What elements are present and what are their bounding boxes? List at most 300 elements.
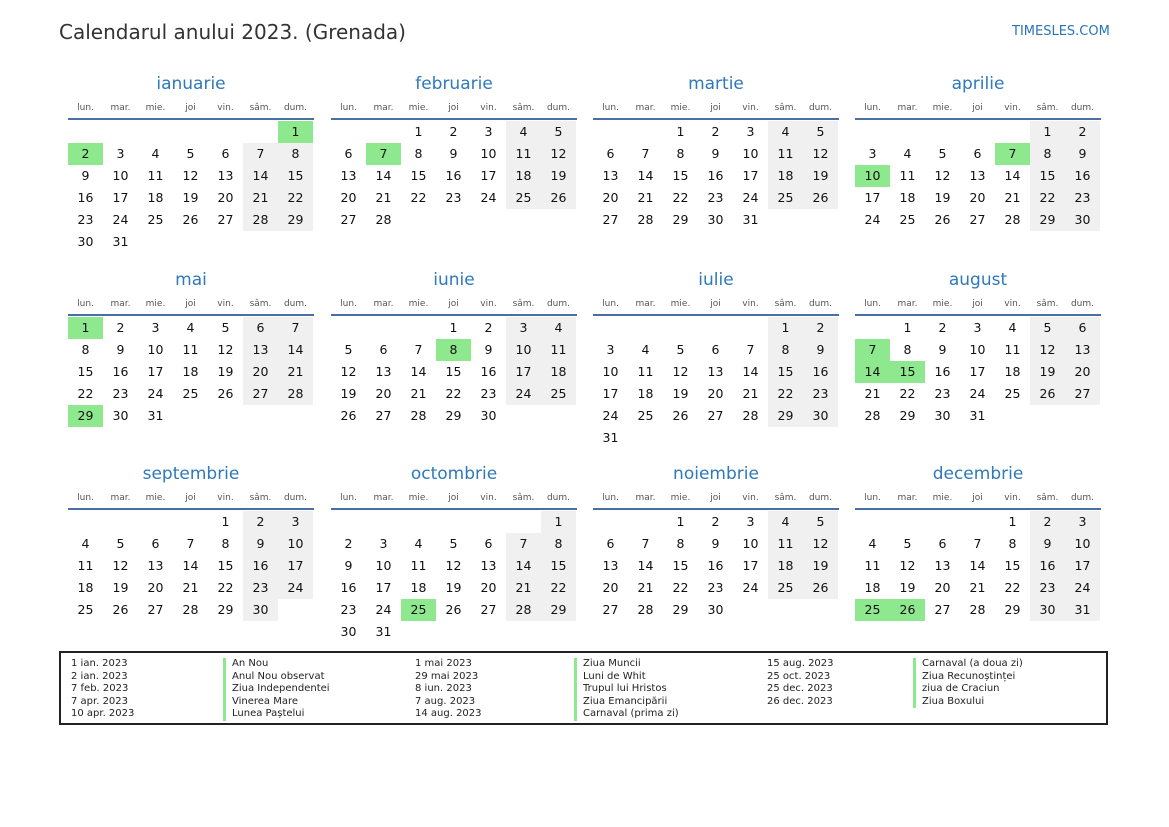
weekday-label: joi [972, 299, 983, 309]
day-cell: 15 [672, 168, 689, 183]
weekday-label: dum. [546, 103, 571, 113]
day-cell: 1 [676, 514, 685, 529]
day-cell: 11 [147, 168, 164, 183]
day-cell: 10 [112, 168, 129, 183]
day-cell: 6 [344, 146, 353, 161]
weekday-label: joi [448, 103, 459, 113]
holiday-day: 26 [890, 599, 925, 621]
day-cell: 20 [243, 361, 278, 383]
day-cell: 4 [186, 320, 195, 335]
day-cell: 13 [934, 558, 951, 573]
day-cell: 16 [445, 168, 462, 183]
weekday-label: mar. [373, 493, 394, 503]
day-cell: 11 [410, 558, 427, 573]
site-link[interactable]: TIMESLES.COM [1012, 24, 1110, 39]
day-cell: 14 [243, 165, 278, 187]
weekday-label: vin. [1004, 103, 1021, 113]
day-cell: 10 [742, 536, 759, 551]
day-cell: 3 [116, 146, 125, 161]
month-name: mai [175, 270, 207, 290]
day-cell: 27 [934, 602, 951, 617]
holiday-day: 7 [855, 339, 890, 361]
day-cell: 10 [278, 533, 313, 555]
day-cell: 17 [1065, 555, 1100, 577]
holiday-day: 7 [366, 143, 401, 165]
day-cell: 6 [973, 146, 982, 161]
day-cell: 15 [672, 558, 689, 573]
day-cell: 16 [77, 190, 94, 205]
day-cell: 20 [375, 386, 392, 401]
day-cell: 30 [707, 602, 724, 617]
day-cell: 9 [711, 146, 720, 161]
day-cell: 25 [1004, 386, 1021, 401]
day-cell: 20 [602, 580, 619, 595]
day-cell: 6 [711, 342, 720, 357]
day-cell: 28 [243, 209, 278, 231]
legend-holiday-name: ziua de Craciun [913, 683, 1000, 696]
day-cell: 12 [340, 364, 357, 379]
weekday-label: joi [185, 103, 196, 113]
day-cell: 1 [414, 124, 423, 139]
day-cell: 1 [1030, 121, 1065, 143]
day-cell: 28 [742, 408, 759, 423]
day-cell: 15 [1004, 558, 1021, 573]
weekday-label: joi [972, 493, 983, 503]
weekday-label: lun. [602, 103, 619, 113]
day-cell: 3 [151, 320, 160, 335]
day-cell: 29 [768, 405, 803, 427]
weekday-label: sâm. [512, 299, 535, 309]
day-cell: 23 [707, 580, 724, 595]
day-cell: 4 [81, 536, 90, 551]
day-cell: 27 [375, 408, 392, 423]
day-cell: 19 [803, 555, 838, 577]
day-cell: 8 [541, 533, 576, 555]
weekday-label: mar. [373, 299, 394, 309]
day-cell: 30 [803, 405, 838, 427]
weekday-label: mie. [408, 299, 429, 309]
day-cell: 22 [217, 580, 234, 595]
weekday-label: dum. [808, 103, 833, 113]
day-cell: 9 [344, 558, 353, 573]
day-cell: 11 [1004, 342, 1021, 357]
legend-date: 15 aug. 2023 [767, 658, 834, 669]
weekday-label: lun. [602, 299, 619, 309]
holiday-day: 8 [436, 339, 471, 361]
weekday-label: joi [710, 493, 721, 503]
day-cell: 29 [445, 408, 462, 423]
day-cell: 24 [506, 383, 541, 405]
weekday-label: mie. [670, 299, 691, 309]
day-cell: 1 [1008, 514, 1017, 529]
day-cell: 28 [864, 408, 881, 423]
day-cell: 5 [938, 146, 947, 161]
day-cell: 24 [278, 577, 313, 599]
day-cell: 29 [672, 602, 689, 617]
day-cell: 15 [1030, 165, 1065, 187]
day-cell: 10 [602, 364, 619, 379]
day-cell: 15 [768, 361, 803, 383]
day-cell: 30 [243, 599, 278, 621]
header-rule [331, 118, 577, 120]
holiday-day: 15 [890, 361, 925, 383]
weekday-label: vin. [742, 103, 759, 113]
day-cell: 30 [77, 234, 94, 249]
legend-holiday-name: Vinerea Mare [223, 696, 298, 709]
weekday-label: mar. [635, 103, 656, 113]
day-cell: 21 [375, 190, 392, 205]
day-cell: 12 [934, 168, 951, 183]
legend-date: 25 oct. 2023 [767, 670, 831, 682]
legend-holiday-name: Lunea Paștelui [223, 708, 304, 721]
day-cell: 13 [147, 558, 164, 573]
day-cell: 24 [375, 602, 392, 617]
weekday-label: mie. [408, 493, 429, 503]
day-cell: 8 [676, 146, 685, 161]
day-cell: 21 [742, 386, 759, 401]
holiday-day: 25 [401, 599, 436, 621]
day-cell: 6 [151, 536, 160, 551]
day-cell: 16 [803, 361, 838, 383]
weekday-label: vin. [480, 493, 497, 503]
day-cell: 28 [278, 383, 313, 405]
day-cell: 2 [711, 124, 720, 139]
day-cell: 11 [182, 342, 199, 357]
day-cell: 20 [147, 580, 164, 595]
day-cell: 28 [637, 602, 654, 617]
weekday-label: lun. [77, 299, 94, 309]
day-cell: 22 [672, 580, 689, 595]
month-name: aprilie [951, 74, 1005, 94]
day-cell: 11 [637, 364, 654, 379]
day-cell: 13 [375, 364, 392, 379]
day-cell: 25 [768, 577, 803, 599]
weekday-label: sâm. [774, 493, 797, 503]
weekday-header [593, 299, 839, 311]
legend-holiday-name: Anul Nou observat [223, 671, 325, 684]
day-cell: 24 [602, 408, 619, 423]
day-cell: 28 [1004, 212, 1021, 227]
header-rule [855, 118, 1101, 120]
day-cell: 15 [77, 364, 94, 379]
day-cell: 24 [480, 190, 497, 205]
day-cell: 23 [340, 602, 357, 617]
day-cell: 19 [112, 580, 129, 595]
day-cell: 2 [484, 320, 493, 335]
day-cell: 12 [1030, 339, 1065, 361]
weekday-label: lun. [77, 493, 94, 503]
legend-date: 1 mai 2023 [415, 658, 472, 669]
day-cell: 14 [278, 339, 313, 361]
day-cell: 28 [969, 602, 986, 617]
day-cell: 11 [864, 558, 881, 573]
day-cell: 21 [637, 580, 654, 595]
day-cell: 14 [375, 168, 392, 183]
holiday-day: 7 [995, 143, 1030, 165]
day-cell: 16 [1065, 165, 1100, 187]
day-cell: 10 [147, 342, 164, 357]
day-cell: 16 [480, 364, 497, 379]
legend-holiday-name: Carnaval (a doua zi) [913, 658, 1023, 671]
day-cell: 4 [1008, 320, 1017, 335]
day-cell: 17 [506, 361, 541, 383]
day-cell: 7 [243, 143, 278, 165]
day-cell: 19 [803, 165, 838, 187]
weekday-label: lun. [864, 493, 881, 503]
day-cell: 1 [221, 514, 230, 529]
day-cell: 25 [768, 187, 803, 209]
weekday-label: mie. [670, 493, 691, 503]
day-cell: 3 [746, 514, 755, 529]
weekday-header [331, 299, 577, 311]
day-cell: 26 [672, 408, 689, 423]
weekday-label: dum. [808, 299, 833, 309]
weekday-label: joi [972, 103, 983, 113]
weekday-label: vin. [217, 493, 234, 503]
weekday-label: dum. [283, 299, 308, 309]
day-cell: 11 [768, 533, 803, 555]
day-cell: 20 [934, 580, 951, 595]
day-cell: 12 [217, 342, 234, 357]
holiday-day: 14 [855, 361, 890, 383]
header-rule [331, 508, 577, 510]
day-cell: 30 [1065, 209, 1100, 231]
day-cell: 7 [973, 536, 982, 551]
weekday-label: sâm. [249, 299, 272, 309]
day-cell: 26 [934, 212, 951, 227]
legend-date: 10 apr. 2023 [71, 708, 135, 720]
weekday-label: mar. [110, 103, 131, 113]
day-cell: 14 [182, 558, 199, 573]
weekday-label: vin. [480, 103, 497, 113]
day-cell: 5 [186, 146, 195, 161]
day-cell: 21 [182, 580, 199, 595]
day-cell: 21 [506, 577, 541, 599]
day-cell: 19 [445, 580, 462, 595]
day-cell: 9 [484, 342, 493, 357]
weekday-label: sâm. [1036, 493, 1059, 503]
weekday-label: sâm. [249, 493, 272, 503]
day-cell: 1 [676, 124, 685, 139]
holiday-day: 1 [278, 121, 313, 143]
weekday-label: mar. [110, 493, 131, 503]
legend-date: 1 ian. 2023 [71, 658, 128, 669]
day-cell: 3 [484, 124, 493, 139]
day-cell: 4 [541, 317, 576, 339]
day-cell: 30 [1030, 599, 1065, 621]
weekday-header [855, 103, 1101, 115]
day-cell: 2 [803, 317, 838, 339]
day-cell: 9 [1030, 533, 1065, 555]
day-cell: 31 [147, 408, 164, 423]
header-rule [593, 314, 839, 316]
weekday-label: mie. [670, 103, 691, 113]
day-cell: 5 [541, 121, 576, 143]
day-cell: 27 [340, 212, 357, 227]
day-cell: 19 [672, 386, 689, 401]
weekday-label: mar. [635, 493, 656, 503]
weekday-label: dum. [283, 103, 308, 113]
day-cell: 27 [707, 408, 724, 423]
weekday-label: vin. [742, 299, 759, 309]
day-cell: 4 [768, 121, 803, 143]
day-cell: 21 [243, 187, 278, 209]
day-cell: 21 [969, 580, 986, 595]
day-cell: 27 [969, 212, 986, 227]
day-cell: 12 [672, 364, 689, 379]
day-cell: 17 [112, 190, 129, 205]
legend-holiday-name: An Nou [223, 658, 268, 671]
day-cell: 7 [186, 536, 195, 551]
day-cell: 6 [1065, 317, 1100, 339]
weekday-label: dum. [808, 493, 833, 503]
weekday-header [593, 103, 839, 115]
day-cell: 30 [480, 408, 497, 423]
day-cell: 8 [414, 146, 423, 161]
weekday-label: sâm. [512, 103, 535, 113]
day-cell: 13 [707, 364, 724, 379]
day-cell: 18 [1004, 364, 1021, 379]
day-cell: 30 [340, 624, 357, 639]
month-name: martie [688, 74, 744, 94]
day-cell: 23 [112, 386, 129, 401]
day-cell: 8 [1008, 536, 1017, 551]
weekday-label: dum. [283, 493, 308, 503]
header-rule [68, 118, 314, 120]
weekday-label: vin. [480, 299, 497, 309]
weekday-label: mie. [145, 493, 166, 503]
day-cell: 6 [243, 317, 278, 339]
legend-date: 14 aug. 2023 [415, 708, 482, 720]
day-cell: 21 [637, 190, 654, 205]
legend-holiday-name: Ziua Emancipării [574, 696, 667, 709]
weekday-label: mie. [145, 299, 166, 309]
month-name: iulie [698, 270, 734, 290]
day-cell: 27 [480, 602, 497, 617]
weekday-label: vin. [742, 493, 759, 503]
day-cell: 24 [742, 190, 759, 205]
day-cell: 22 [410, 190, 427, 205]
weekday-label: joi [710, 299, 721, 309]
weekday-label: mar. [110, 299, 131, 309]
day-cell: 12 [803, 533, 838, 555]
day-cell: 27 [1065, 383, 1100, 405]
day-cell: 16 [1030, 555, 1065, 577]
day-cell: 17 [147, 364, 164, 379]
day-cell: 26 [217, 386, 234, 401]
day-cell: 14 [637, 168, 654, 183]
day-cell: 20 [602, 190, 619, 205]
month-name: septembrie [142, 464, 240, 484]
day-cell: 8 [768, 339, 803, 361]
day-cell: 16 [243, 555, 278, 577]
legend-holiday-name: Ziua Boxului [913, 696, 984, 709]
weekday-label: mar. [373, 103, 394, 113]
day-cell: 6 [221, 146, 230, 161]
day-cell: 6 [606, 146, 615, 161]
weekday-label: sâm. [249, 103, 272, 113]
day-cell: 5 [903, 536, 912, 551]
header-rule [68, 508, 314, 510]
weekday-label: sâm. [774, 299, 797, 309]
day-cell: 22 [899, 386, 916, 401]
day-cell: 25 [77, 602, 94, 617]
day-cell: 18 [147, 190, 164, 205]
day-cell: 8 [903, 342, 912, 357]
day-cell: 9 [116, 342, 125, 357]
day-cell: 22 [1030, 187, 1065, 209]
day-cell: 17 [480, 168, 497, 183]
day-cell: 28 [182, 602, 199, 617]
weekday-label: joi [448, 299, 459, 309]
day-cell: 16 [340, 580, 357, 595]
day-cell: 6 [379, 342, 388, 357]
day-cell: 20 [1065, 361, 1100, 383]
holiday-day: 10 [855, 165, 890, 187]
day-cell: 21 [864, 386, 881, 401]
month-name: octombrie [410, 464, 498, 484]
day-cell: 14 [1004, 168, 1021, 183]
day-cell: 4 [768, 511, 803, 533]
header-rule [331, 314, 577, 316]
day-cell: 15 [217, 558, 234, 573]
day-cell: 31 [1065, 599, 1100, 621]
weekday-label: mie. [932, 493, 953, 503]
day-cell: 27 [602, 602, 619, 617]
day-cell: 26 [112, 602, 129, 617]
day-cell: 9 [243, 533, 278, 555]
day-cell: 20 [969, 190, 986, 205]
day-cell: 12 [803, 143, 838, 165]
day-cell: 13 [602, 558, 619, 573]
header-rule [855, 314, 1101, 316]
day-cell: 17 [602, 386, 619, 401]
day-cell: 25 [637, 408, 654, 423]
day-cell: 10 [506, 339, 541, 361]
legend-holiday-name: Ziua Recunoștinței [913, 671, 1015, 684]
day-cell: 28 [410, 408, 427, 423]
day-cell: 18 [768, 555, 803, 577]
day-cell: 29 [672, 212, 689, 227]
legend-date: 25 dec. 2023 [767, 683, 833, 695]
legend-date: 8 iun. 2023 [415, 683, 472, 695]
day-cell: 6 [606, 536, 615, 551]
weekday-label: lun. [864, 299, 881, 309]
day-cell: 4 [641, 342, 650, 357]
day-cell: 22 [672, 190, 689, 205]
day-cell: 2 [243, 511, 278, 533]
day-cell: 9 [81, 168, 90, 183]
weekday-label: dum. [546, 299, 571, 309]
day-cell: 17 [375, 580, 392, 595]
day-cell: 22 [278, 187, 313, 209]
day-cell: 18 [182, 364, 199, 379]
day-cell: 8 [676, 536, 685, 551]
day-cell: 19 [1030, 361, 1065, 383]
day-cell: 14 [506, 555, 541, 577]
day-cell: 1 [768, 317, 803, 339]
day-cell: 8 [1030, 143, 1065, 165]
day-cell: 14 [410, 364, 427, 379]
legend-date: 7 feb. 2023 [71, 683, 129, 695]
day-cell: 26 [803, 577, 838, 599]
holiday-legend [59, 651, 1108, 725]
day-cell: 12 [899, 558, 916, 573]
day-cell: 6 [484, 536, 493, 551]
day-cell: 14 [637, 558, 654, 573]
day-cell: 1 [449, 320, 458, 335]
header-rule [593, 118, 839, 120]
